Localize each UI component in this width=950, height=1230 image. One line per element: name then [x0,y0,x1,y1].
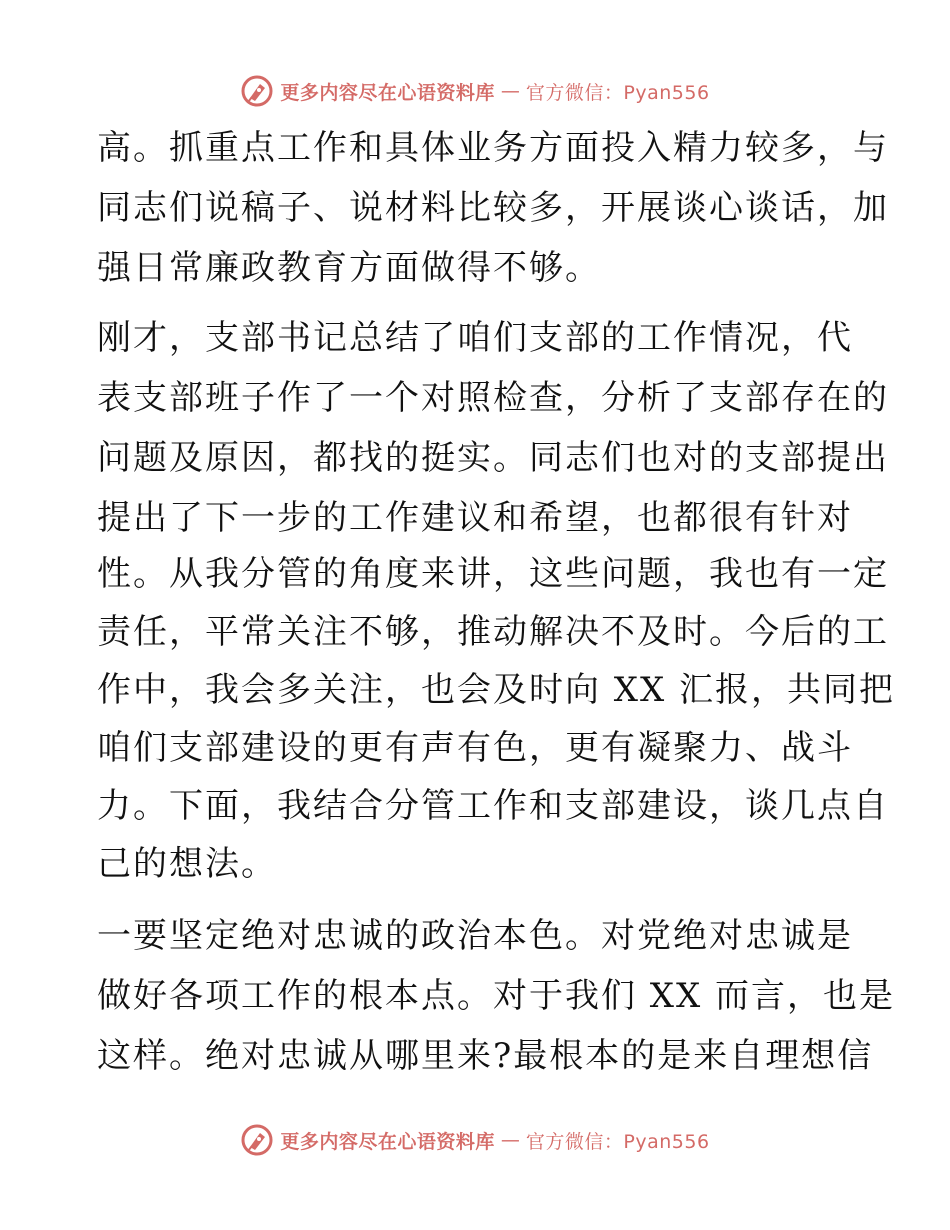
text-line: 责任，平常关注不够，推动解决不及时。今后的工 [97,612,889,652]
text-line: 这样。绝对忠诚从哪里来?最根本的是来自理想信 [97,1036,874,1076]
watermark-site-text: 更多内容尽在心语资料库 [280,1130,495,1153]
header-watermark [0,71,950,111]
text-line: 做好各项工作的根本点。对于我们 XX 而言，也是 [97,976,896,1016]
watermark-separator: — [500,1129,520,1151]
text-line: 问题及原因，都找的挺实。同志们也对的支部提出 [97,438,889,478]
footer-watermark [0,1120,950,1160]
pen-nib-logo-icon [240,74,274,108]
text-line: 刚才，支部书记总结了咱们支部的工作情况，代 [97,318,853,358]
watermark-site-text: 更多内容尽在心语资料库 [280,81,495,104]
text-line: 高。抓重点工作和具体业务方面投入精力较多，与 [97,128,889,168]
watermark-wechat-label: 官方微信：Pyan556 [525,1130,710,1153]
text-line: 己的想法。 [97,844,277,884]
text-line: 同志们说稿子、说材料比较多，开展谈心谈话，加 [97,188,889,228]
text-line: 一要坚定绝对忠诚的政治本色。对党绝对忠诚是 [97,916,853,956]
text-line: 作中，我会多关注，也会及时向 XX 汇报，共同把 [97,670,896,710]
watermark-wechat-label: 官方微信：Pyan556 [525,81,710,104]
text-line: 提出了下一步的工作建议和希望，也都很有针对 [97,498,853,538]
text-line: 性。从我分管的角度来讲，这些问题，我也有一定 [97,554,889,594]
text-line: 表支部班子作了一个对照检查，分析了支部存在的 [97,378,889,418]
watermark-separator: — [500,80,520,102]
text-line: 咱们支部建设的更有声有色，更有凝聚力、战斗 [97,728,853,768]
text-line: 强日常廉政教育方面做得不够。 [97,248,601,288]
pen-nib-logo-icon [240,1123,274,1157]
text-line: 力。下面，我结合分管工作和支部建设，谈几点自 [97,786,889,826]
